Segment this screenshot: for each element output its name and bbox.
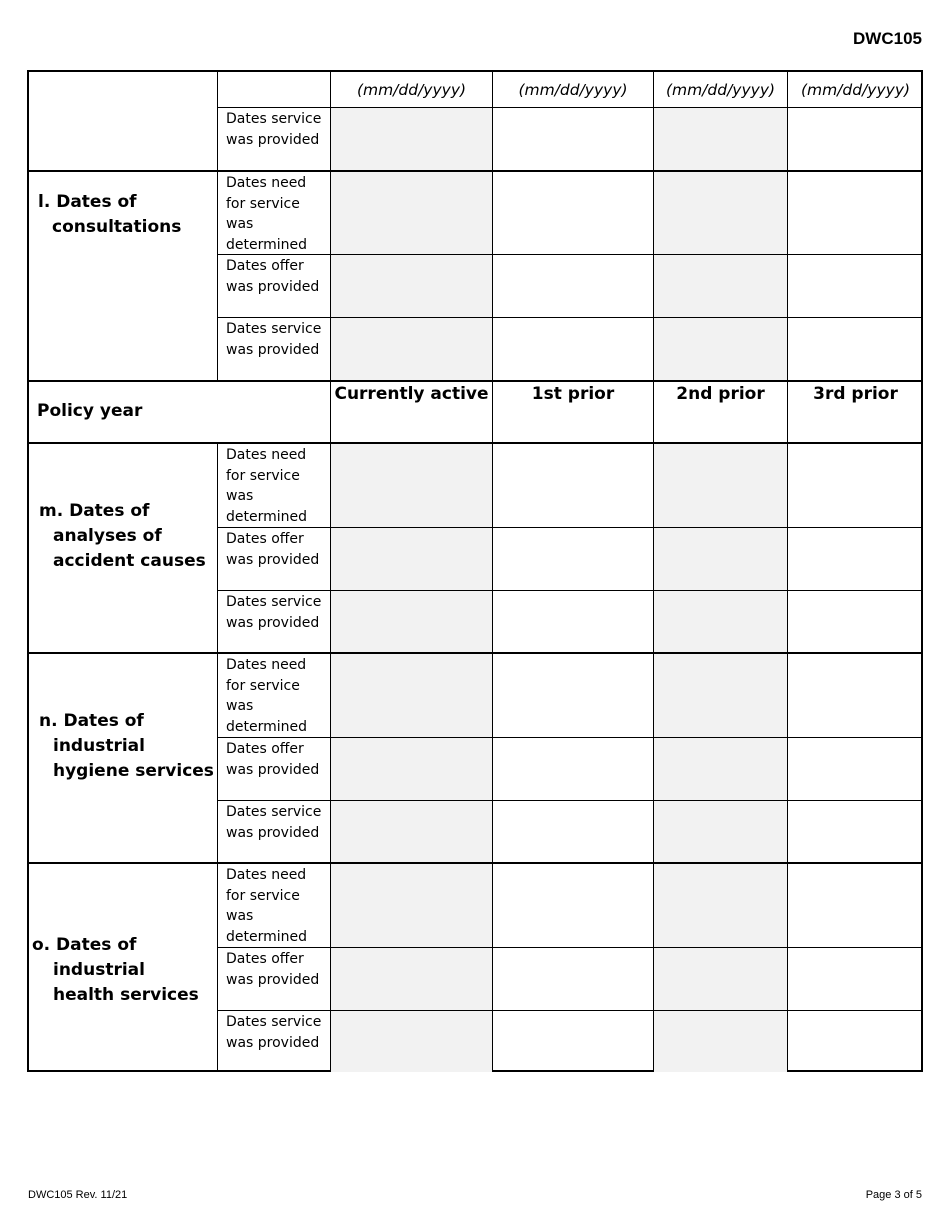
form-id: DWC105 — [853, 29, 922, 48]
section-label-line: industrial — [53, 736, 145, 756]
section-label-l — [38, 190, 181, 240]
sub-row-label-service: Dates service was provided — [226, 594, 322, 631]
date-format-label: (mm/dd/yyyy) — [518, 81, 628, 99]
row-divider — [218, 1010, 923, 1011]
sub-row-label-service: Dates service was provided — [226, 111, 322, 148]
column-header-1st-prior: 1st prior — [531, 384, 615, 404]
row-divider — [218, 800, 923, 801]
row-divider — [218, 590, 923, 591]
sub-row-label-offer: Dates offer was provided — [226, 531, 320, 568]
section-label-line: industrial — [53, 960, 145, 980]
column-divider — [787, 72, 788, 1072]
section-label-line: l. Dates of — [38, 192, 137, 212]
footer-page-number: Page 3 of 5 — [865, 1189, 922, 1201]
row-divider — [218, 317, 923, 318]
shaded-column-2nd-prior — [654, 444, 787, 1072]
sub-row-label-service: Dates service was provided — [226, 1014, 322, 1051]
shaded-column-currently-active — [331, 444, 492, 1072]
row-divider — [218, 737, 923, 738]
section-label-line: o. Dates of — [32, 935, 137, 955]
column-header-2nd-prior: 2nd prior — [676, 384, 765, 404]
section-divider — [29, 862, 923, 864]
section-label-line: accident causes — [53, 551, 206, 571]
section-divider — [29, 652, 923, 654]
column-divider — [217, 72, 218, 380]
date-format-label: (mm/dd/yyyy) — [800, 81, 911, 99]
row-divider — [218, 107, 923, 108]
column-header-3rd-prior: 3rd prior — [813, 384, 898, 404]
section-label-line: hygiene services — [53, 761, 214, 781]
section-label-line: consultations — [52, 217, 182, 237]
section-label-m — [39, 499, 206, 574]
section-divider — [29, 442, 923, 444]
sub-row-label-service: Dates service was provided — [226, 321, 322, 358]
column-divider — [217, 442, 218, 1072]
section-label-line: health services — [53, 985, 199, 1005]
footer-revision: DWC105 Rev. 11/21 — [28, 1189, 128, 1201]
date-format-label: (mm/dd/yyyy) — [356, 81, 467, 99]
date-format-label: (mm/dd/yyyy) — [665, 81, 776, 99]
dates-table — [27, 70, 923, 1072]
section-label-line: analyses of — [53, 526, 162, 546]
section-label-line: m. Dates of — [39, 501, 150, 521]
sub-row-label-offer: Dates offer was provided — [226, 741, 320, 778]
sub-row-label-offer: Dates offer was provided — [226, 258, 320, 295]
section-divider — [29, 380, 923, 382]
section-divider — [29, 170, 923, 172]
sub-row-label-need: Dates need for service was determined — [226, 657, 308, 735]
column-divider — [330, 72, 331, 1072]
section-label-line: n. Dates of — [39, 711, 144, 731]
row-divider — [218, 527, 923, 528]
shaded-column-2nd-prior — [654, 108, 787, 381]
shaded-column-currently-active — [331, 108, 492, 381]
sub-row-label-need: Dates need for service was determined — [226, 867, 308, 945]
policy-year-label: Policy year — [37, 401, 143, 421]
sub-row-label-need: Dates need for service was determined — [226, 447, 308, 525]
row-divider — [218, 947, 923, 948]
sub-row-label-need: Dates need for service was determined — [226, 175, 308, 253]
section-label-n — [39, 709, 214, 784]
column-divider — [492, 72, 493, 1072]
sub-row-label-service: Dates service was provided — [226, 804, 322, 841]
column-header-currently-active: Currently active — [334, 384, 489, 404]
section-label-o — [32, 933, 199, 1008]
sub-row-label-offer: Dates offer was provided — [226, 951, 320, 988]
column-divider — [653, 72, 654, 1072]
